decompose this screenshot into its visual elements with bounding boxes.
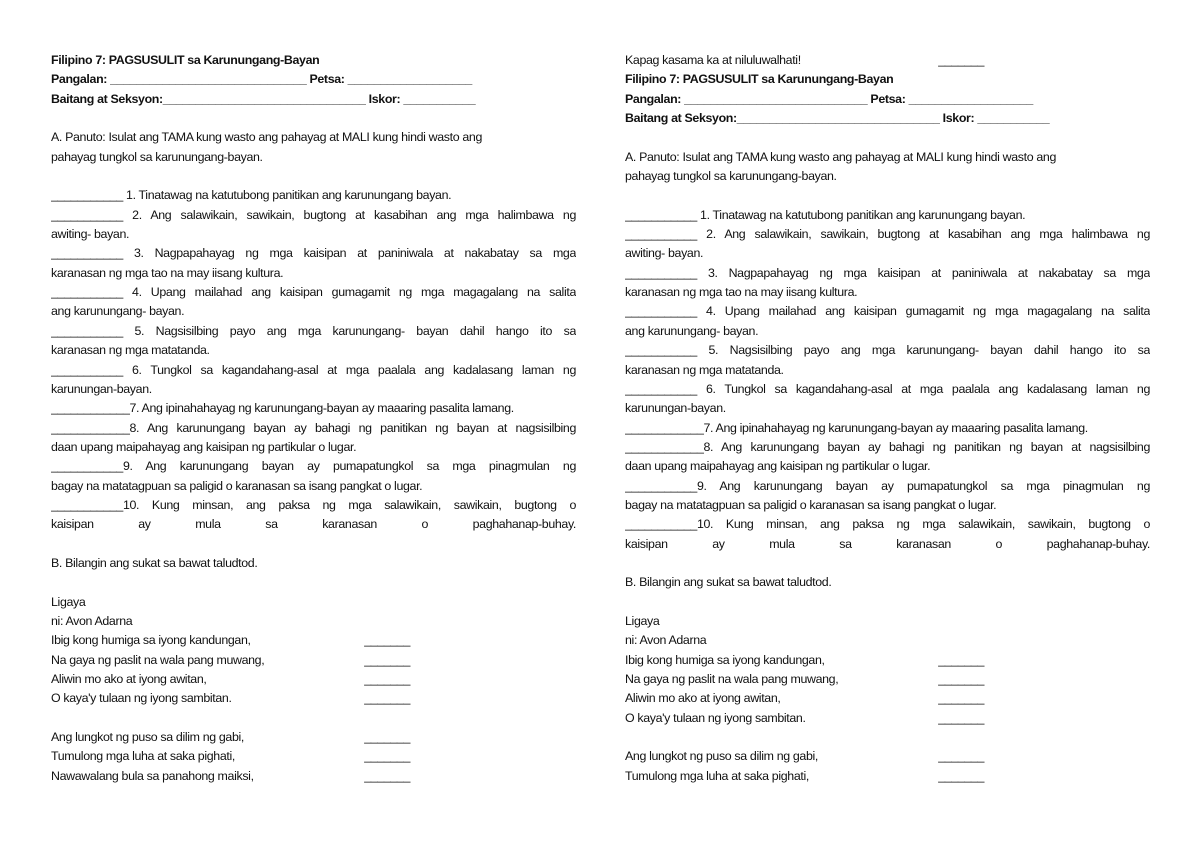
item-6-cont: karunungan-bayan.	[625, 401, 726, 416]
item-3-cont: karanasan ng mga tao na may iisang kultura.	[51, 265, 284, 280]
item-9: ___________9. Ang karunungang bayan ay pumapatungkol sa mga pinagmulan ng	[625, 478, 1150, 493]
answer-blank: _______	[364, 768, 410, 783]
poem-continuation-line: Kapag kasama ka at niluluwalhati! _______	[625, 51, 1150, 70]
item-5-cont: karanasan ng mga matatanda.	[625, 362, 784, 377]
answer-blank: _______	[364, 691, 410, 706]
poem-line: Ibig kong humiga sa iyong kandungan, _______	[625, 651, 1150, 670]
item-8: ____________8. Ang karunungang bayan ay bahagi ng panitikan ng bayan at nagsisilbing	[51, 420, 576, 435]
item-8: ____________8. Ang karunungang bayan ay bahagi ng panitikan ng bayan at nagsisilbing	[625, 439, 1150, 454]
answer-blank: _______	[364, 652, 410, 667]
left-quiz-page	[51, 51, 576, 786]
item-9-cont: bagay na matatagpuan sa paligid o karanasan sa isang pangkat o lugar.	[51, 478, 423, 493]
poem-line: Nawawalang bula sa panahong maiksi, _______	[51, 767, 576, 786]
poem-author: ni: Avon Adarna	[625, 633, 707, 648]
answer-blank: _______	[364, 730, 410, 745]
quiz-title: Filipino 7: PAGSUSULIT sa Karunungang-Bayan	[51, 53, 320, 67]
item-10-cont: kaisipan ay mula sa karanasan o paghahanap-buhay.	[625, 536, 1150, 551]
item-4: ___________ 4. Upang mailahad ang kaisipan gumagamit ng mga magagalang na salita	[51, 285, 576, 300]
section-score-line: Baitang at Seksyon:_______________________________ Iskor: ___________	[51, 91, 476, 106]
item-5: ___________ 5. Nagsisilbing payo ang mga karunungang- bayan dahil hango ito sa	[51, 323, 576, 338]
item-2-cont: awiting- bayan.	[625, 246, 704, 261]
answer-blank: _______	[938, 53, 984, 67]
item-8-cont: daan upang maipahayag ang kaisipan ng partikular o lugar.	[51, 439, 357, 454]
item-10-cont: kaisipan ay mula sa karanasan o paghahanap-buhay.	[51, 517, 576, 532]
item-8-cont: daan upang maipahayag ang kaisipan ng partikular o lugar.	[625, 459, 931, 474]
item-6-cont: karunungan-bayan.	[51, 381, 152, 396]
item-4-cont: ang karunungang- bayan.	[51, 304, 185, 319]
item-9: ___________9. Ang karunungang bayan ay pumapatungkol sa mga pinagmulan ng	[51, 459, 576, 474]
instructions-a-line1: A. Panuto: Isulat ang TAMA kung wasto ang pahayag at MALI kung hindi wasto ang	[51, 130, 482, 145]
answer-blank: _______	[938, 768, 984, 783]
poem-author: ni: Avon Adarna	[51, 613, 133, 628]
right-quiz-page	[625, 51, 1150, 786]
instructions-a-line1: A. Panuto: Isulat ang TAMA kung wasto ang pahayag at MALI kung hindi wasto ang	[625, 149, 1056, 164]
item-5: ___________ 5. Nagsisilbing payo ang mga karunungang- bayan dahil hango ito sa	[625, 343, 1150, 358]
instructions-b: B. Bilangin ang sukat sa bawat taludtod.	[51, 555, 258, 570]
item-4-cont: ang karunungang- bayan.	[625, 323, 759, 338]
name-date-line: Pangalan: ______________________________ Petsa: ___________________	[51, 72, 472, 87]
poem-line: Tumulong mga luha at saka pighati, _______	[51, 747, 576, 766]
poem-line: O kaya'y tulaan ng iyong sambitan. _______	[51, 689, 576, 708]
answer-blank: _______	[364, 749, 410, 764]
item-6: ___________ 6. Tungkol sa kagandahang-asal at mga paalala ang kadalasang laman ng	[625, 381, 1150, 396]
poem-title: Ligaya	[51, 594, 86, 609]
item-6: ___________ 6. Tungkol sa kagandahang-asal at mga paalala ang kadalasang laman ng	[51, 362, 576, 377]
item-1: ___________ 1. Tinatawag na katutubong panitikan ang karunungang bayan.	[51, 188, 452, 203]
item-5-cont: karanasan ng mga matatanda.	[51, 343, 210, 358]
poem-line: Aliwin mo ako at iyong awitan, _______	[51, 670, 576, 689]
item-2-cont: awiting- bayan.	[51, 227, 130, 242]
poem-line: Aliwin mo ako at iyong awitan, _______	[625, 689, 1150, 708]
item-3: ___________ 3. Nagpapahayag ng mga kaisipan at paniniwala at nakabatay sa mga	[625, 265, 1150, 280]
item-10: ___________10. Kung minsan, ang paksa ng mga salawikain, sawikain, bugtong o	[625, 517, 1150, 532]
poem-title: Ligaya	[625, 613, 660, 628]
item-4: ___________ 4. Upang mailahad ang kaisipan gumagamit ng mga magagalang na salita	[625, 304, 1150, 319]
poem-line: Na gaya ng paslit na wala pang muwang, _______	[51, 651, 576, 670]
item-2: ___________ 2. Ang salawikain, sawikain, bugtong at kasabihan ang mga halimbawa ng	[51, 207, 576, 222]
answer-blank: _______	[938, 749, 984, 764]
item-9-cont: bagay na matatagpuan sa paligid o karanasan sa isang pangkat o lugar.	[625, 497, 997, 512]
answer-blank: _______	[938, 691, 984, 706]
item-1: ___________ 1. Tinatawag na katutubong panitikan ang karunungang bayan.	[625, 207, 1026, 222]
poem-line: Na gaya ng paslit na wala pang muwang, _______	[625, 670, 1150, 689]
answer-blank: _______	[364, 633, 410, 648]
name-date-line: Pangalan: ____________________________ Petsa: ___________________	[625, 91, 1033, 106]
answer-blank: _______	[938, 652, 984, 667]
poem-line: Ang lungkot ng puso sa dilim ng gabi, _______	[625, 747, 1150, 766]
item-7: ____________7. Ang ipinahahayag ng karunungang-bayan ay maaaring pasalita lamang.	[51, 401, 514, 416]
item-3: ___________ 3. Nagpapahayag ng mga kaisipan at paniniwala at nakabatay sa mga	[51, 246, 576, 261]
answer-blank: _______	[938, 672, 984, 686]
item-2: ___________ 2. Ang salawikain, sawikain, bugtong at kasabihan ang mga halimbawa ng	[625, 227, 1150, 242]
item-10: ___________10. Kung minsan, ang paksa ng mga salawikain, sawikain, bugtong o	[51, 497, 576, 512]
item-3-cont: karanasan ng mga tao na may iisang kultura.	[625, 285, 858, 300]
instructions-b: B. Bilangin ang sukat sa bawat taludtod.	[625, 575, 832, 590]
section-score-line: Baitang at Seksyon:_______________________________ Iskor: ___________	[625, 111, 1050, 126]
instructions-a-line2: pahayag tungkol sa karunungang-bayan.	[51, 149, 263, 164]
answer-blank: _______	[364, 672, 410, 686]
answer-blank: _______	[938, 710, 984, 725]
item-7: ____________7. Ang ipinahahayag ng karunungang-bayan ay maaaring pasalita lamang.	[625, 420, 1088, 435]
instructions-a-line2: pahayag tungkol sa karunungang-bayan.	[625, 169, 837, 184]
poem-line: Ang lungkot ng puso sa dilim ng gabi, _______	[51, 728, 576, 747]
poem-line: Tumulong mga luha at saka pighati, _______	[625, 767, 1150, 786]
quiz-title: Filipino 7: PAGSUSULIT sa Karunungang-Bayan	[625, 72, 894, 87]
poem-line: O kaya'y tulaan ng iyong sambitan. _______	[625, 709, 1150, 728]
poem-line: Ibig kong humiga sa iyong kandungan, _______	[51, 631, 576, 650]
